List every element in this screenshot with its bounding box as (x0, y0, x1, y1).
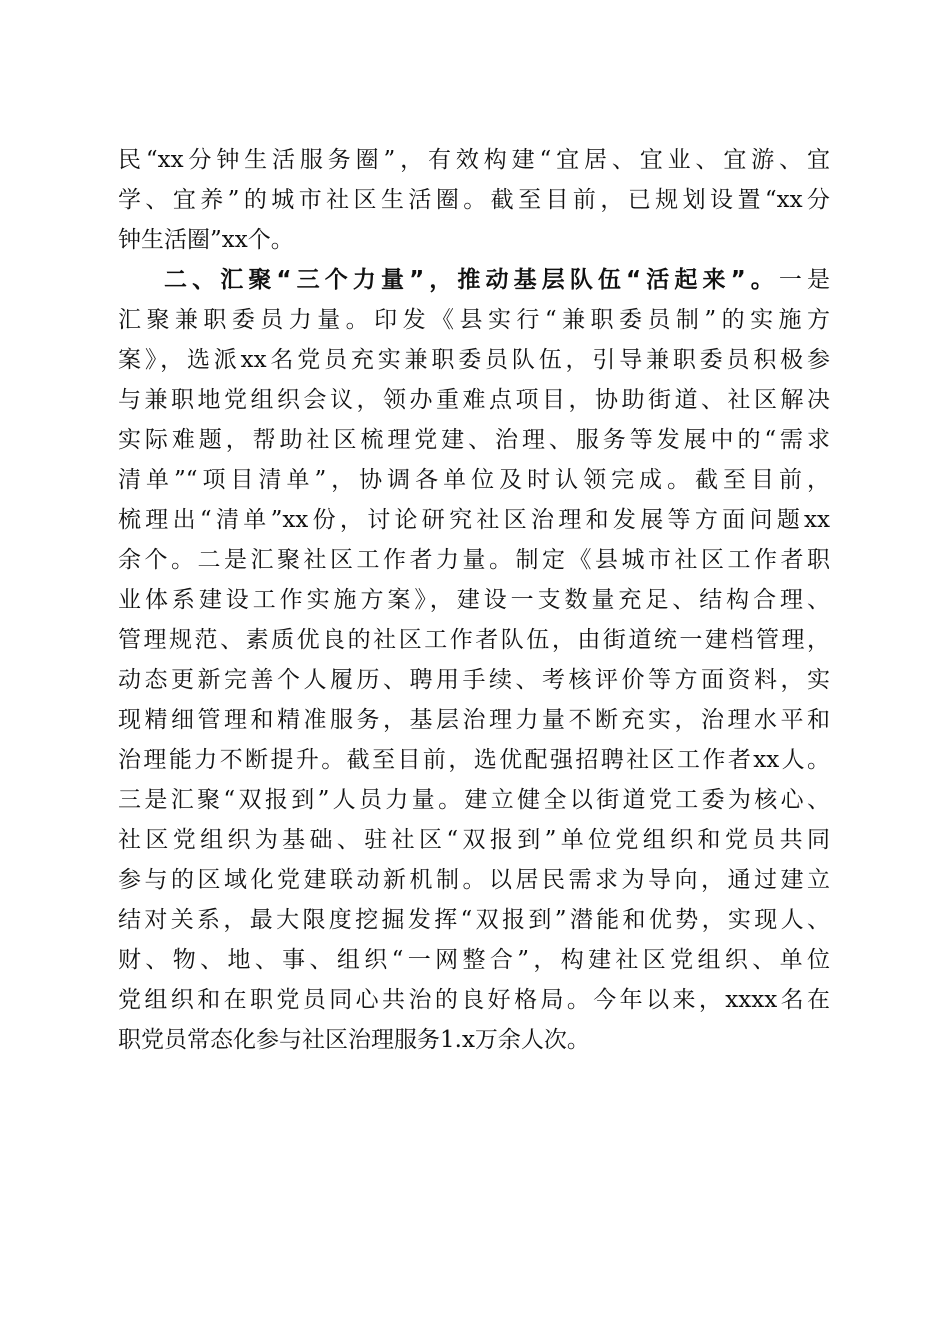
paragraph-1-line-1: 民“xx分钟生活服务圈”，有效构建“宜居、宜业、宜游、宜 (118, 147, 830, 173)
paragraph-1-line-3: 钟生活圈”xx个。 (118, 227, 294, 253)
paragraph-2-line-16: 结对关系，最大限度挖掘发挥“双报到”潜能和优势，实现人、 (118, 907, 830, 933)
paragraph-2-line-9: 管理规范、素质优良的社区工作者队伍，由街道统一建档管理， (118, 627, 830, 653)
paragraph-2-line-13: 三是汇聚“双报到”人员力量。建立健全以街道党工委为核心、 (118, 787, 830, 813)
paragraph-1-line-2: 学、宜养”的城市社区生活圈。截至目前，已规划设置“xx分 (118, 187, 830, 213)
section-heading: 二、汇聚“三个力量”，推动基层队伍“活起来”。 (164, 267, 779, 293)
paragraph-2-line-15: 参与的区域化党建联动新机制。以居民需求为导向，通过建立 (118, 867, 830, 893)
paragraph-2-line-11: 现精细管理和精准服务，基层治理力量不断充实，治理水平和 (118, 707, 830, 733)
paragraph-2-line-7: 余个。二是汇聚社区工作者力量。制定《县城市社区工作者职 (118, 547, 830, 573)
paragraph-2-line-19: 职党员常态化参与社区治理服务1.x万余人次。 (118, 1027, 590, 1053)
paragraph-2-line-17: 财、物、地、事、组织“一网整合”，构建社区党组织、单位 (118, 947, 830, 973)
paragraph-2-line-6: 梳理出“清单”xx份，讨论研究社区治理和发展等方面问题xx (118, 507, 830, 533)
paragraph-2-line-1: 汇聚兼职委员力量。印发《县实行“兼职委员制”的实施方 (118, 307, 830, 333)
paragraph-2-line-8: 业体系建设工作实施方案》，建设一支数量充足、结构合理、 (118, 587, 830, 613)
paragraph-2-line-3: 与兼职地党组织会议，领办重难点项目，协助街道、社区解决 (118, 387, 830, 413)
document-body (118, 140, 830, 1060)
paragraph-2-line-12: 治理能力不断提升。截至目前，选优配强招聘社区工作者xx人。 (118, 747, 830, 773)
paragraph-2-line-14: 社区党组织为基础、驻社区“双报到”单位党组织和党员共同 (118, 827, 830, 853)
paragraph-2-line-18: 党组织和在职党员同心共治的良好格局。今年以来，xxxx名在 (118, 987, 830, 1013)
paragraph-2-line-2: 案》，选派xx名党员充实兼职委员队伍，引导兼职委员积极参 (118, 347, 830, 373)
paragraph-2-line-10: 动态更新完善个人履历、聘用手续、考核评价等方面资料，实 (118, 667, 830, 693)
paragraph-2-line-4: 实际难题，帮助社区梳理党建、治理、服务等发展中的“需求 (118, 427, 830, 453)
paragraph-2-line-5: 清单”“项目清单”，协调各单位及时认领完成。截至目前， (118, 467, 830, 493)
paragraph-2-first-line (118, 260, 830, 300)
paragraph-2-first-line-rest: 一是 (778, 267, 830, 293)
